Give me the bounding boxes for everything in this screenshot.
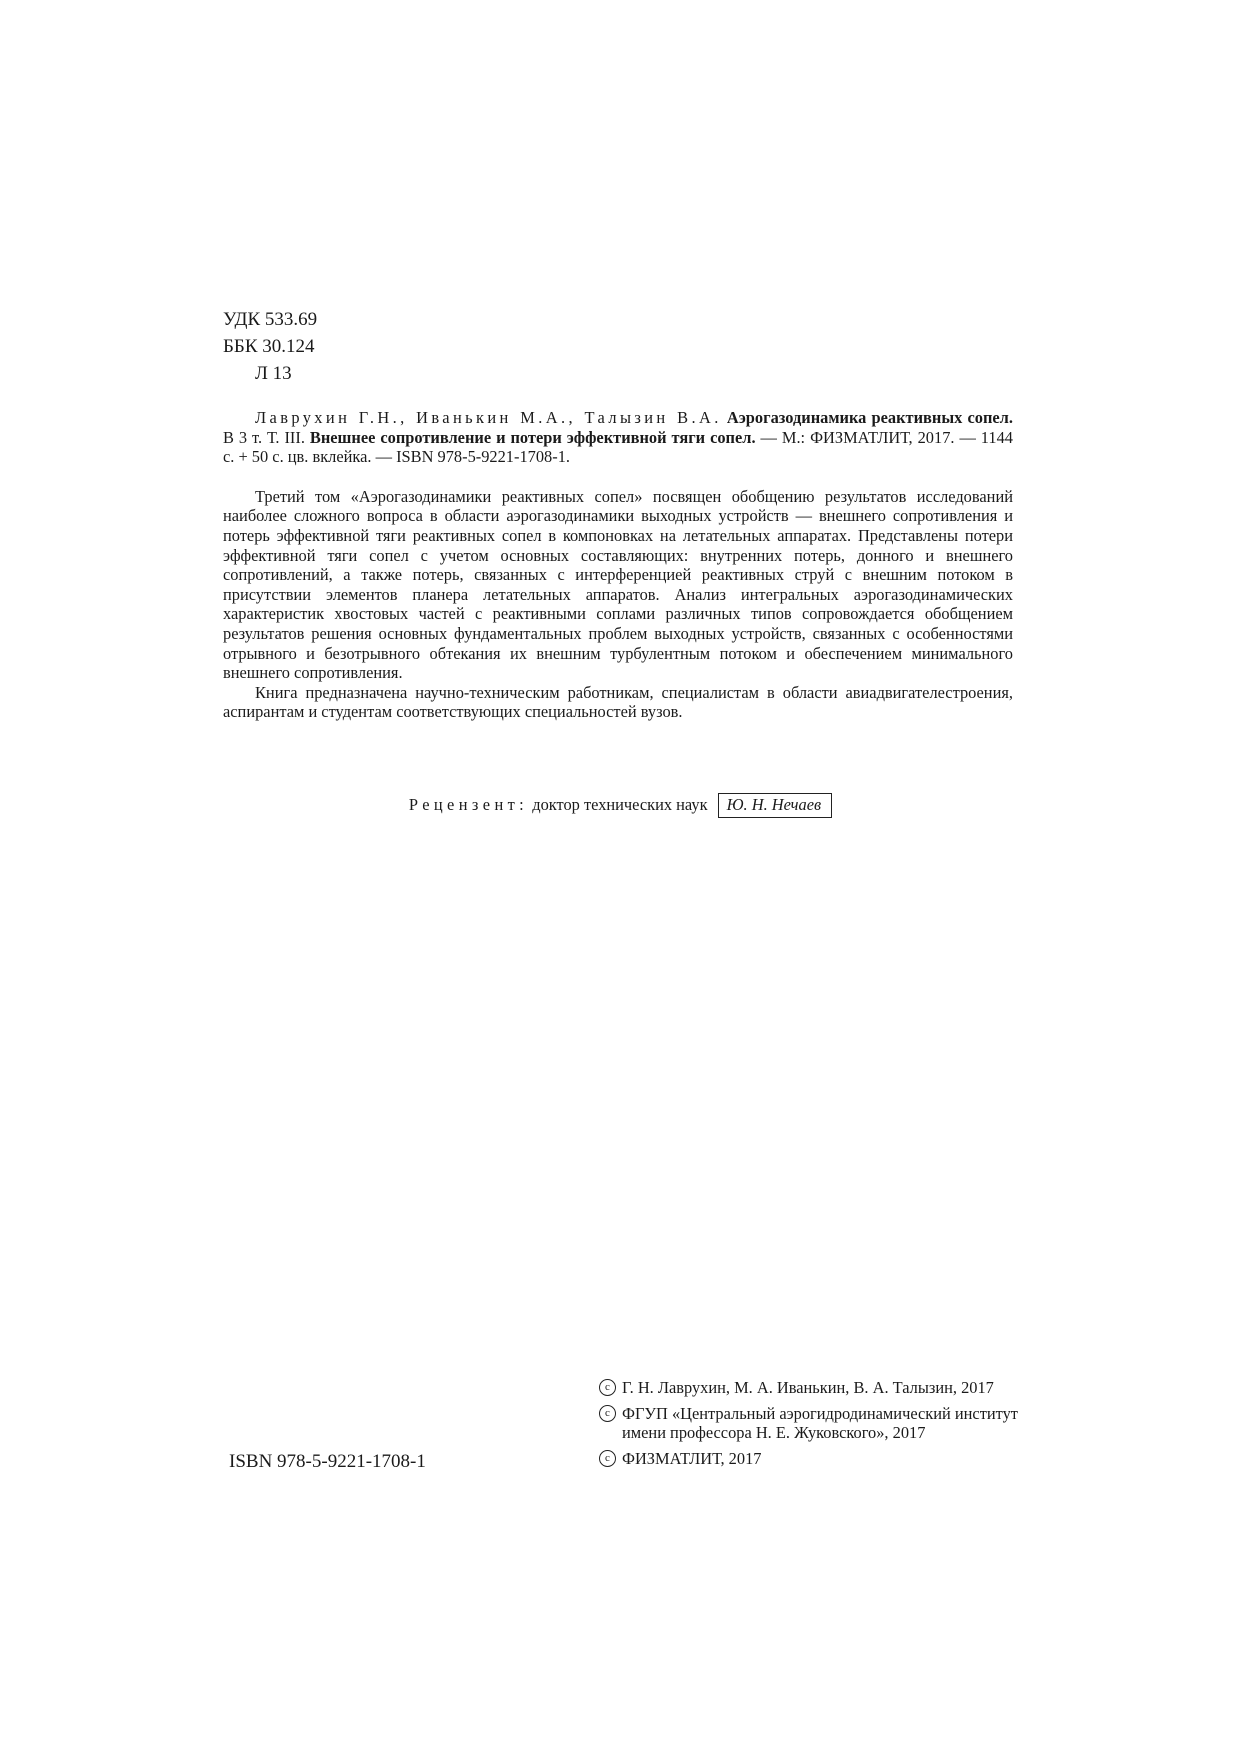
copyright-item (599, 1378, 1019, 1398)
reviewer-degree: доктор технических наук (532, 795, 708, 814)
copyright-text: Г. Н. Лаврухин, М. А. Иванькин, В. А. Талызин, 2017 (622, 1378, 994, 1397)
copyright-text: ФИЗМАТЛИТ, 2017 (622, 1448, 762, 1468)
copyright-icon: c (599, 1379, 616, 1396)
isbn: ISBN 978-5-9221-1708-1 (229, 1451, 426, 1472)
reviewer-label: Рецензент: (408, 795, 529, 814)
copyright-item (599, 1404, 1019, 1443)
annotation-block (223, 408, 1013, 722)
copyright-icon: c (599, 1405, 616, 1422)
bbk-code: ББК 30.124 (223, 336, 315, 357)
reviewer-line (0, 793, 1241, 818)
authors: Лаврухин Г.Н., Иванькин М.А., Талызин В.А. (255, 408, 722, 427)
volume-subtitle: Внешнее сопротивление и потери эффективной тяги сопел. (309, 427, 756, 447)
abstract-paragraph: Третий том «Аэрогазодинамики реактивных сопел» посвящен обобщению результатов исследований наиболее сложного вопроса в области аэрогазодинамики выходных устройств — внешнего сопротивления и потерь эффективной тяги реактивных сопел в компоновках на летательных аппаратах. Представлены потери эффективной тяги сопел с учетом основных составляющих: внутренних потерь, донного и внешнего сопротивлений, а также потерь, связанных с интерференцией реактивных струй с внешним потоком в присутствии элементов планера летательных аппаратов. Анализ интегральных аэрогазодинамических характеристик хвостовых частей с реактивными соплами различных типов сопровождается обобщением результатов решения основных фундаментальных проблем выходных устройств, связанных с особенностями отрывного и безотрывного обтекания их внешним турбулентным потоком и обеспечением минимального внешнего сопротивления. (223, 486, 1013, 683)
reviewer-name: Ю. Н. Нечаев (718, 793, 832, 818)
copyright-text: ФГУП «Центральный аэрогидродинамический институт имени профессора Н. Е. Жуковского», 2017 (622, 1403, 1018, 1443)
abstract (223, 487, 1013, 722)
copyright-notices (599, 1378, 1019, 1474)
author-mark: Л 13 (255, 363, 292, 384)
imprint: — М.: ФИЗМАТЛИТ, 2017. — 1144 с. + 50 с. цв. вклейка. — ISBN 978-5-9221-1708-1. (223, 427, 1013, 467)
copyright-item (599, 1449, 1019, 1469)
audience-paragraph: Книга предназначена научно-техническим работникам, специалистам в области авиадвигателестроения, аспирантам и студентам соответствующих специальностей вузов. (223, 682, 1013, 722)
copyright-icon: c (599, 1450, 616, 1467)
udk-code: УДК 533.69 (223, 309, 318, 330)
bibliographic-record (223, 408, 1013, 467)
volume-info: В 3 т. Т. III. (223, 427, 305, 447)
book-title: Аэрогазодинамика реактивных сопел. (726, 408, 1013, 427)
classification-codes (223, 306, 317, 387)
